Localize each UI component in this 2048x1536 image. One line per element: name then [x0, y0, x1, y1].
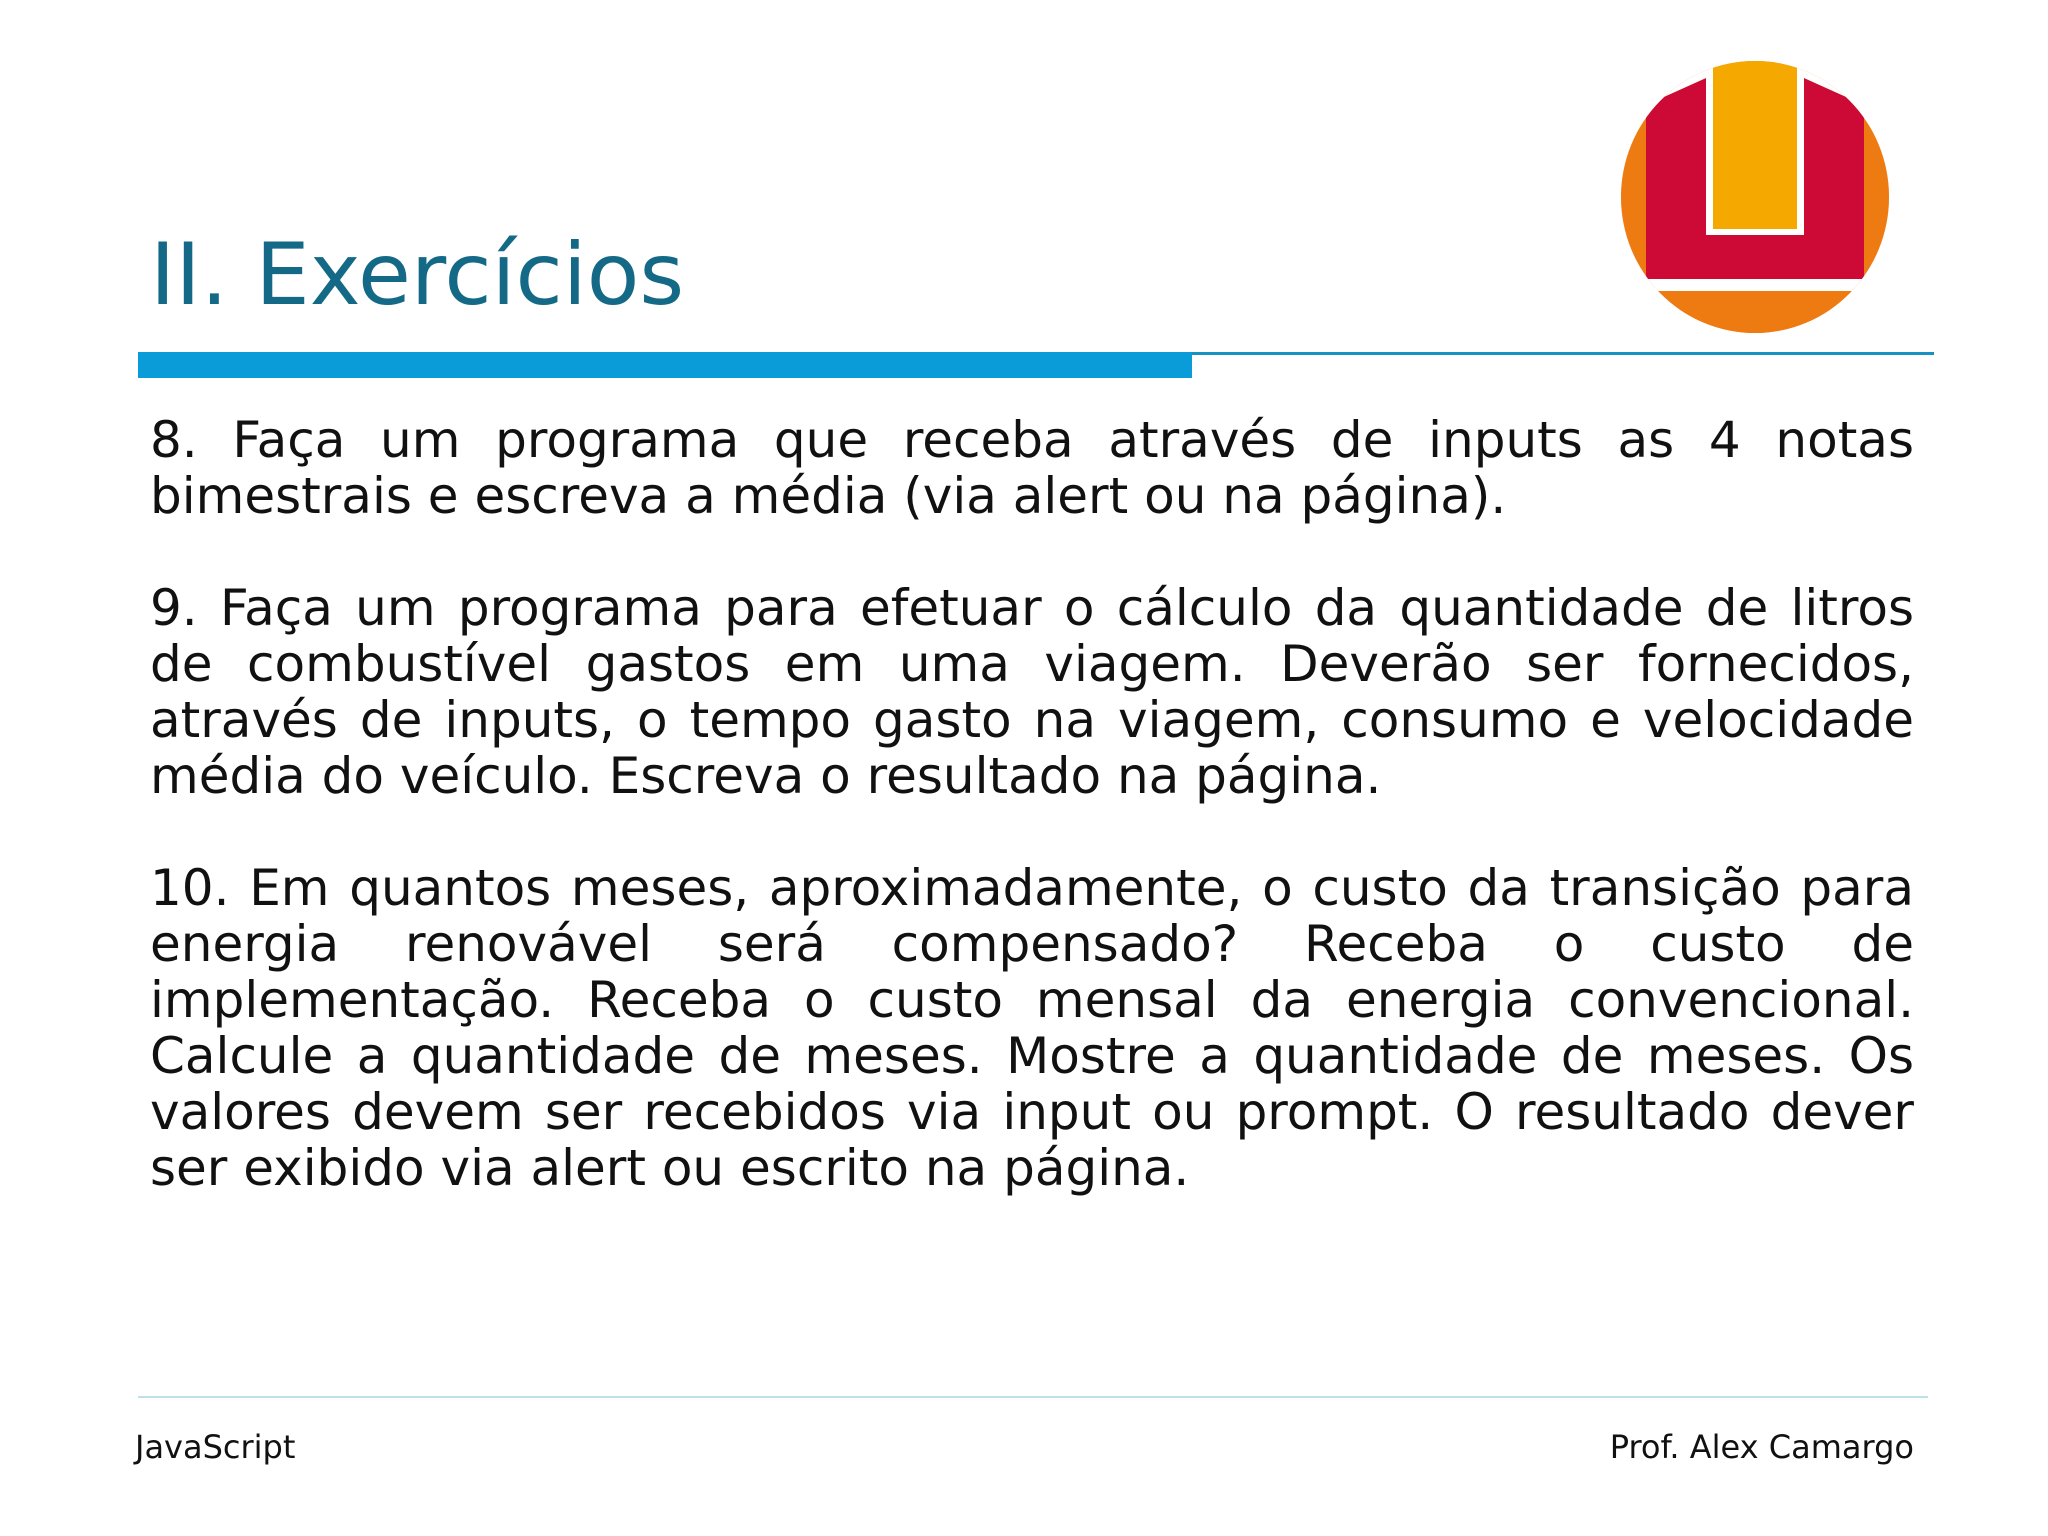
title-accent-bar — [138, 352, 1192, 378]
university-logo-icon — [1620, 60, 1890, 334]
slide-title: II. Exercícios — [150, 225, 685, 325]
exercise-10: 10. Em quantos meses, aproximadamente, o custo da transição para energia renovável será compensado? Receba o custo de implementação. Receba o custo mensal da energia convencional. Calcule a quantidade de meses. Mostre a quantidade de meses. Os valores devem ser recebidos via input ou prompt. O resultado dever ser exibido via alert ou escrito na página. — [150, 859, 1914, 1197]
footer-author: Prof. Alex Camargo — [1609, 1428, 1914, 1466]
exercise-9: 9. Faça um programa para efetuar o cálculo da quantidade de litros de combustível gastos em uma viagem. Deverão ser fornecidos, através de inputs, o tempo gasto na viagem, consumo e velocidade média do veículo. Escreva o resultado na página. — [150, 579, 1914, 805]
slide-content — [150, 412, 1914, 1252]
footer-course-name: JavaScript — [135, 1428, 296, 1466]
footer-divider — [138, 1396, 1928, 1398]
exercise-8: 8. Faça um programa que receba através de inputs as 4 notas bimestrais e escreva a média (via alert ou na página). — [150, 411, 1914, 525]
